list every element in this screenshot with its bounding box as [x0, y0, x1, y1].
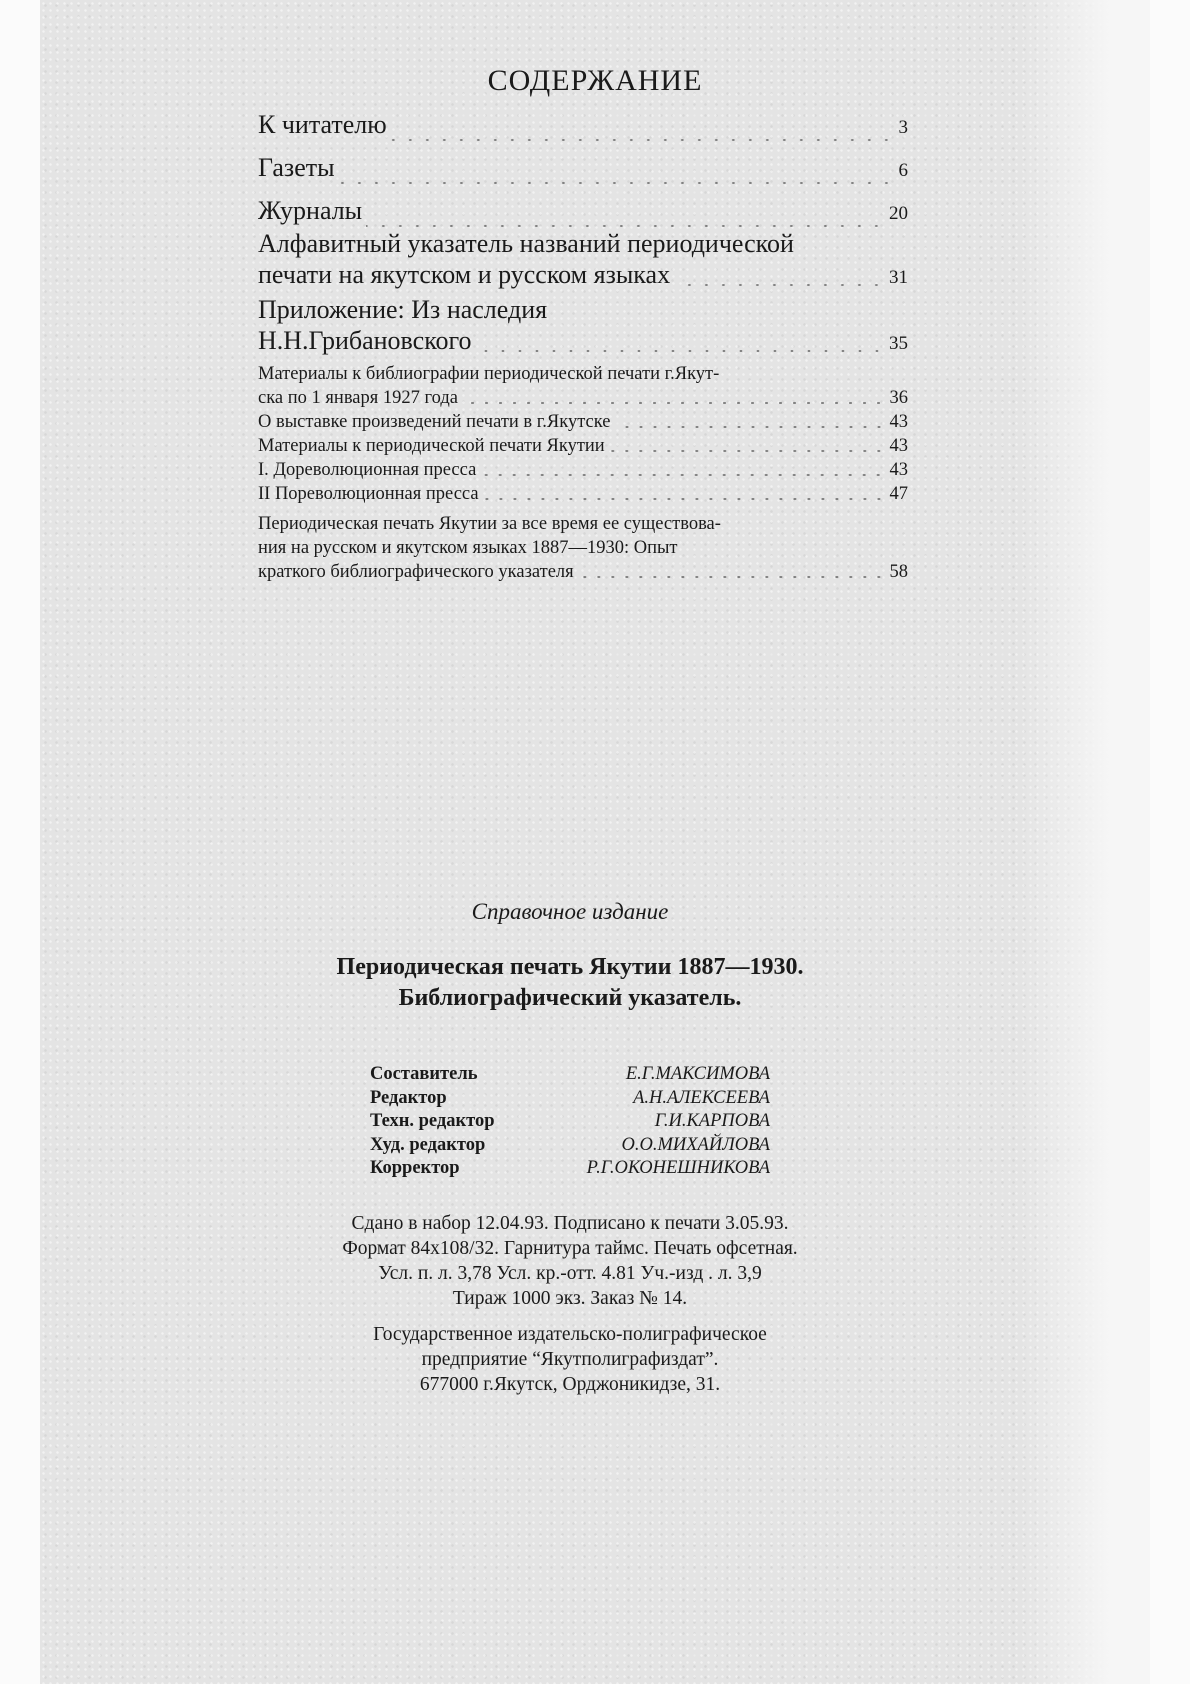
- dot-leader: [339, 181, 895, 185]
- publisher-line: предприятие “Якутполиграфиздат”.: [421, 1349, 719, 1370]
- dot-leader: [476, 349, 885, 353]
- toc-page: 43: [889, 412, 908, 432]
- toc-entry: [258, 259, 908, 293]
- publisher-line: Государственное издательско-полиграфическое: [373, 1324, 767, 1345]
- toc-label: Приложение: Из наследия: [258, 295, 548, 324]
- credit-role: Редактор: [370, 1087, 447, 1108]
- credits: [370, 1063, 770, 1181]
- toc-page: 3: [898, 117, 908, 138]
- book-title: [0, 952, 1140, 1014]
- toc-label: ска по 1 января 1927 года: [258, 388, 458, 408]
- toc-page: 31: [889, 267, 908, 288]
- dot-leader: [391, 138, 895, 142]
- toc-appendix: [258, 294, 908, 359]
- toc-entry: [258, 482, 908, 506]
- dot-leader: [480, 473, 885, 477]
- dot-leader: [609, 449, 886, 453]
- toc-label: печати на якутском и русском языках: [258, 260, 671, 289]
- toc-label: К читателю: [258, 110, 387, 139]
- toc-label: Материалы к периодической печати Якутии: [258, 436, 605, 456]
- credit-row: [370, 1063, 770, 1087]
- toc-entry: [258, 434, 908, 458]
- toc-label: ния на русском и якутском языках 1887—1930: Опыт: [258, 538, 678, 558]
- toc-entry: [258, 148, 908, 191]
- imprint: [0, 1211, 1140, 1311]
- dot-leader: [462, 401, 886, 405]
- toc-label: Алфавитный указатель названий периодической: [258, 229, 794, 258]
- credit-name: Р.Г.ОКОНЕШНИКОВА: [586, 1158, 770, 1178]
- toc-label: Журналы: [258, 196, 363, 225]
- toc-label: Материалы к библиографии периодической печати г.Якут-: [258, 364, 720, 384]
- imprint-line: Сдано в набор 12.04.93. Подписано к печати 3.05.93.: [351, 1213, 789, 1234]
- dot-leader: [615, 425, 886, 429]
- publisher: [0, 1322, 1140, 1397]
- toc-page: 43: [889, 460, 908, 480]
- credit-role: Худ. редактор: [370, 1134, 486, 1155]
- credit-row: [370, 1110, 770, 1134]
- toc-page: 35: [889, 333, 908, 354]
- toc-entry: [258, 386, 908, 410]
- toc-label: краткого библиографического указателя: [258, 562, 574, 582]
- contents-heading: СОДЕРЖАНИЕ: [487, 64, 703, 97]
- toc-sub: [258, 362, 908, 506]
- dot-leader: [578, 575, 886, 579]
- credit-name: О.О.МИХАЙЛОВА: [621, 1134, 770, 1155]
- credit-row: [370, 1157, 770, 1181]
- toc-entry: [258, 458, 908, 482]
- toc-entry: [258, 105, 908, 148]
- toc-entry: [258, 560, 908, 584]
- toc-label: Периодическая печать Якутии за все время ее существова-: [258, 514, 721, 534]
- toc-label: Газеты: [258, 153, 335, 182]
- toc-main: [258, 105, 908, 234]
- credit-row: [370, 1134, 770, 1158]
- toc-last: [258, 512, 908, 584]
- credit-name: Г.И.КАРПОВА: [654, 1111, 770, 1131]
- publisher-line: 677000 г.Якутск, Орджоникидзе, 31.: [419, 1374, 721, 1395]
- credit-role: Корректор: [370, 1158, 460, 1178]
- credit-name: Е.Г.МАКСИМОВА: [625, 1064, 770, 1084]
- toc-page: 36: [889, 388, 908, 408]
- toc-page: 58: [889, 562, 908, 582]
- toc-page: 20: [889, 203, 908, 224]
- toc-page: 6: [898, 160, 908, 181]
- toc-entry: [258, 325, 908, 359]
- edition-type: Справочное издание: [471, 899, 669, 924]
- credit-name: А.Н.АЛЕКСЕЕВА: [633, 1087, 770, 1108]
- dot-leader: [674, 283, 885, 287]
- credit-row: [370, 1087, 770, 1111]
- dot-leader: [483, 497, 886, 501]
- imprint-line: Усл. п. л. 3,78 Усл. кр.-отт. 4.81 Уч.-изд . л. 3,9: [378, 1263, 762, 1284]
- imprint-line: Формат 84x108/32. Гарнитура таймс. Печать офсетная.: [342, 1238, 798, 1259]
- toc-alphabetical-index: [258, 228, 908, 293]
- book-title-line: Периодическая печать Якутии 1887—1930.: [336, 954, 804, 980]
- toc-label: I. Дореволюционная пресса: [258, 460, 477, 480]
- toc-entry: [258, 410, 908, 434]
- toc-page: 47: [889, 484, 908, 504]
- credit-role: Техн. редактор: [370, 1111, 495, 1131]
- book-title-line: Библиографический указатель.: [398, 985, 742, 1011]
- toc-label: О выставке произведений печати в г.Якутске: [258, 412, 611, 432]
- imprint-line: Тираж 1000 экз. Заказ № 14.: [452, 1288, 688, 1309]
- toc-label: II Пореволюционная пресса: [258, 484, 479, 504]
- toc-label: Н.Н.Грибановского: [258, 326, 472, 355]
- toc-page: 43: [889, 436, 908, 456]
- credit-role: Составитель: [370, 1064, 478, 1084]
